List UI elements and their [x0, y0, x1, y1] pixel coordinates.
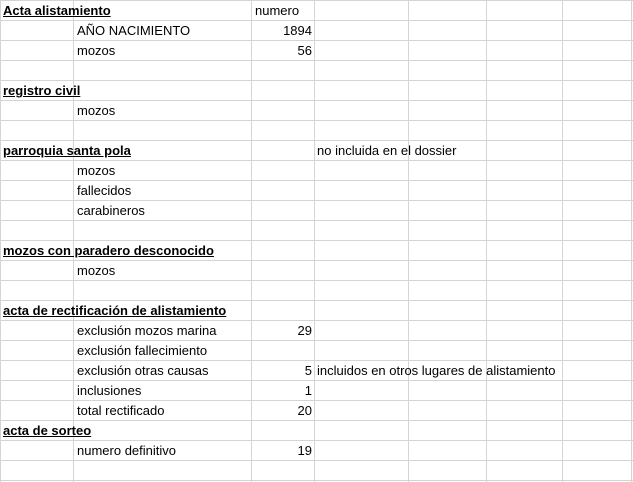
table-row: [0, 41, 633, 61]
table-row: [0, 81, 633, 101]
label-cell[interactable]: numero definitivo: [77, 443, 176, 458]
table-row: [0, 201, 633, 221]
table-row: [0, 281, 633, 301]
table-row: [0, 461, 633, 481]
label-cell[interactable]: mozos: [77, 103, 116, 118]
table-row: [0, 1, 633, 21]
table-row: [0, 361, 633, 381]
note-cell[interactable]: incluidos en otros lugares de alistamiento: [317, 363, 556, 378]
label-cell[interactable]: mozos: [77, 263, 116, 278]
label-cell[interactable]: AÑO NACIMIENTO: [77, 23, 191, 38]
label-cell[interactable]: exclusión otras causas: [77, 363, 209, 378]
value-cell[interactable]: 20: [297, 403, 312, 418]
table-row: [0, 21, 633, 41]
label-cell[interactable]: fallecidos: [77, 183, 132, 198]
label-cell[interactable]: carabineros: [77, 203, 145, 218]
value-cell[interactable]: 29: [297, 323, 312, 338]
section-header-cell[interactable]: acta de rectificación de alistamiento: [3, 303, 227, 318]
table-row: [0, 301, 633, 321]
value-cell[interactable]: 56: [297, 43, 312, 58]
table-row: [0, 181, 633, 201]
label-cell[interactable]: mozos: [77, 43, 116, 58]
table-row: [0, 61, 633, 81]
label-cell[interactable]: inclusiones: [77, 383, 142, 398]
table-row: [0, 121, 633, 141]
table-row: [0, 241, 633, 261]
section-header-cell[interactable]: mozos con paradero desconocido: [3, 243, 214, 258]
table-row: [0, 101, 633, 121]
table-row: [0, 341, 633, 361]
label-cell[interactable]: mozos: [77, 163, 116, 178]
value-cell[interactable]: 5: [304, 363, 312, 378]
table-row: [0, 161, 633, 181]
note-cell[interactable]: no incluida en el dossier: [317, 143, 457, 158]
table-row: [0, 261, 633, 281]
table-row: [0, 441, 633, 461]
table-row: [0, 141, 633, 161]
table-row: [0, 381, 633, 401]
value-cell[interactable]: 1: [304, 383, 312, 398]
column-header-cell[interactable]: numero: [255, 3, 300, 18]
table-row: [0, 321, 633, 341]
section-header-cell[interactable]: registro civil: [3, 83, 81, 98]
table-row: [0, 221, 633, 241]
value-cell[interactable]: 1894: [283, 23, 312, 38]
section-header-cell[interactable]: parroquia santa pola: [3, 143, 131, 158]
label-cell[interactable]: exclusión fallecimiento: [77, 343, 208, 358]
section-header-cell[interactable]: acta de sorteo: [3, 423, 92, 438]
label-cell[interactable]: total rectificado: [77, 403, 165, 418]
section-header-cell[interactable]: Acta alistamiento: [3, 3, 111, 18]
label-cell[interactable]: exclusión mozos marina: [77, 323, 217, 338]
value-cell[interactable]: 19: [297, 443, 312, 458]
table-row: [0, 421, 633, 441]
table-row: [0, 401, 633, 421]
